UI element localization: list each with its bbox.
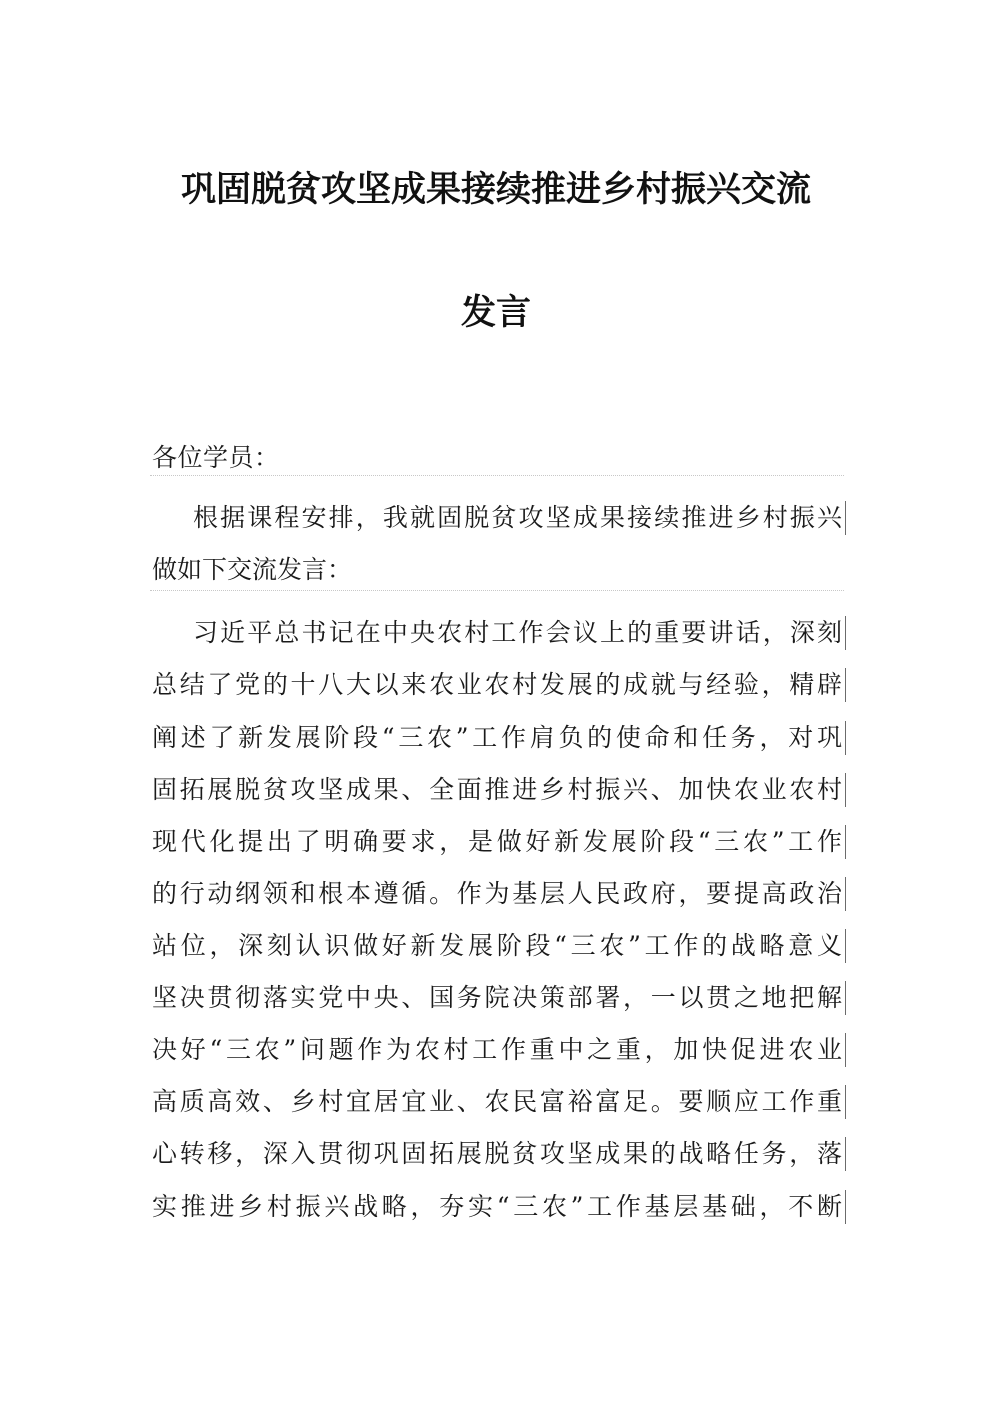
paragraph-2-line-1: 习近平总书记在中央农村工作会议上的重要讲话，深刻 (193, 618, 842, 647)
line-end-marker (845, 981, 846, 1015)
paragraph-2-line-3: 阐述了新发展阶段“三农”工作肩负的使命和任务，对巩 (152, 723, 842, 752)
paragraph-1-line-1: 根据课程安排，我就固脱贫攻坚成果接续推进乡村振兴 (193, 503, 842, 532)
line-end-marker (845, 825, 846, 859)
paragraph-1-line-2: 做如下交流发言： (152, 555, 353, 584)
paragraph-separator (150, 590, 844, 591)
line-end-marker (845, 1190, 846, 1224)
salutation: 各位学员： (152, 443, 280, 472)
line-end-marker (845, 501, 846, 535)
line-end-marker (845, 1085, 846, 1119)
paragraph-separator (150, 475, 844, 476)
paragraph-2-line-12: 实推进乡村振兴战略，夯实“三农”工作基层基础，不断 (152, 1192, 842, 1221)
paragraph-2-line-4: 固拓展脱贫攻坚成果、全面推进乡村振兴、加快农业农村 (152, 775, 842, 804)
line-end-marker (845, 773, 846, 807)
document-title-line-1: 巩固脱贫攻坚成果接续推进乡村振兴交流 (180, 169, 811, 210)
document-title-line-2: 发言 (460, 292, 531, 333)
paragraph-2-line-2: 总结了党的十八大以来农业农村发展的成就与经验，精辟 (152, 670, 842, 699)
paragraph-2-line-9: 决好“三农”问题作为农村工作重中之重，加快促进农业 (152, 1035, 842, 1064)
line-end-marker (845, 721, 846, 755)
line-end-marker (845, 1137, 846, 1171)
line-end-marker (845, 668, 846, 702)
paragraph-2-line-10: 高质高效、乡村宜居宜业、农民富裕富足。要顺应工作重 (152, 1087, 842, 1116)
paragraph-2-line-5: 现代化提出了明确要求，是做好新发展阶段“三农”工作 (152, 827, 842, 856)
line-end-marker (845, 1033, 846, 1067)
line-end-marker (845, 877, 846, 911)
line-end-marker (845, 929, 846, 963)
paragraph-2-line-11: 心转移，深入贯彻巩固拓展脱贫攻坚成果的战略任务，落 (152, 1139, 842, 1168)
paragraph-2-line-6: 的行动纲领和根本遵循。作为基层人民政府，要提高政治 (152, 879, 842, 908)
line-end-marker (845, 616, 846, 650)
paragraph-2-line-8: 坚决贯彻落实党中央、国务院决策部署，一以贯之地把解 (152, 983, 842, 1012)
paragraph-2-line-7: 站位，深刻认识做好新发展阶段“三农”工作的战略意义 (152, 931, 842, 960)
